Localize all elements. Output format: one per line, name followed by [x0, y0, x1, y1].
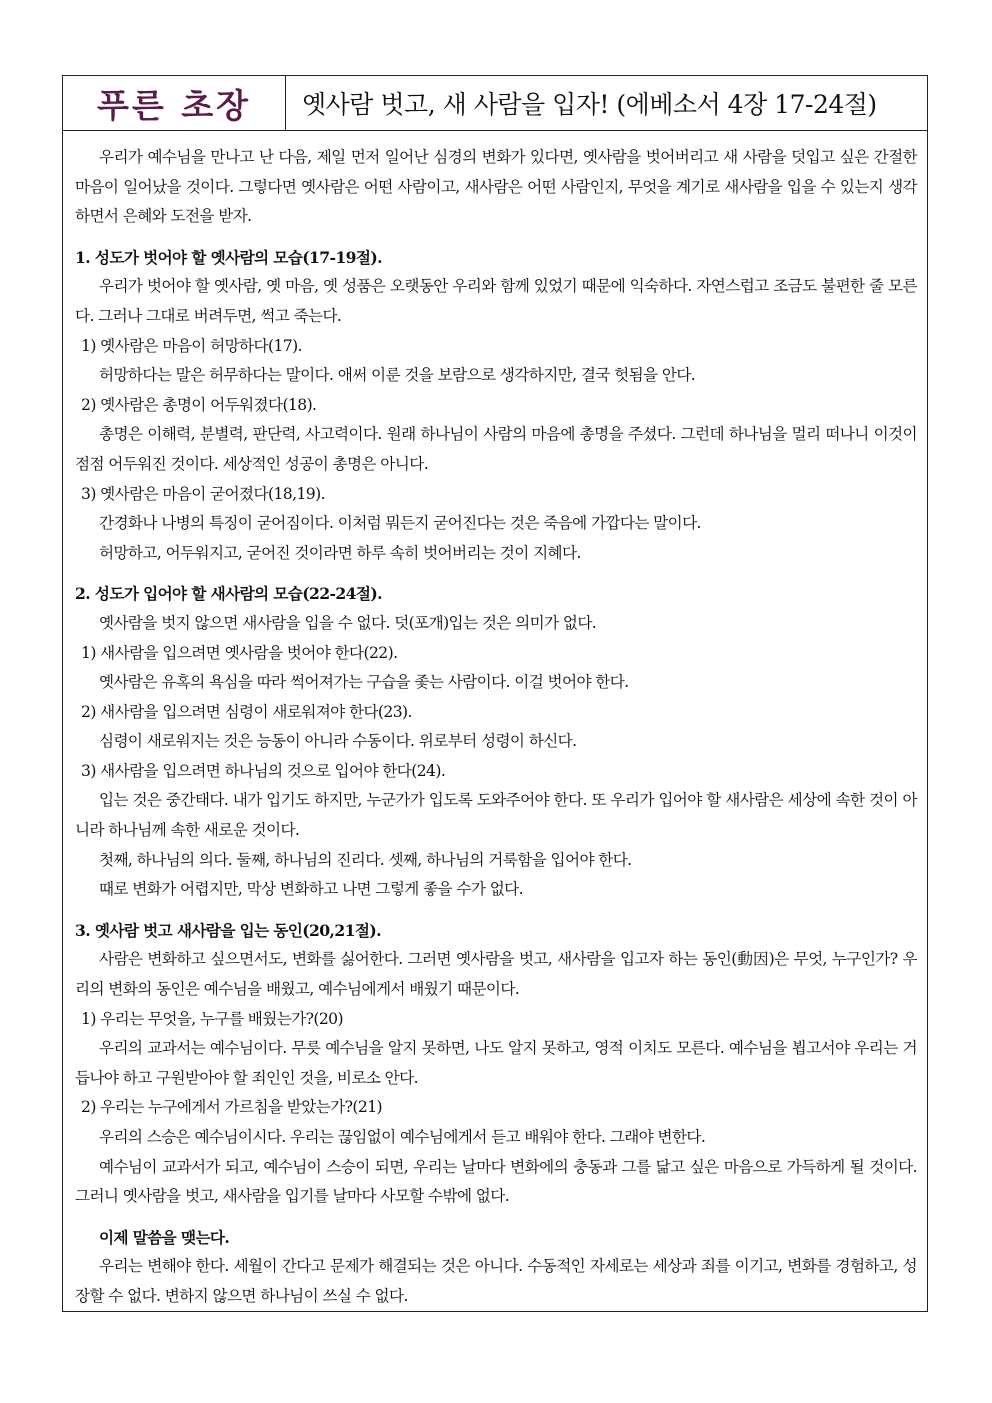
closing-body: 우리는 변해야 한다. 세월이 간다고 문제가 해결되는 것은 아니다. 수동적인 자세로는 세상과 죄를 이기고, 변화를 경험하고, 성장할 수 없다. 변하지 않으면 하나님이 쓰실 수 없다. — [75, 1257, 917, 1305]
closing-heading: 이제 말씀을 맺는다. — [99, 1227, 230, 1247]
sermon-body — [63, 131, 927, 1312]
section-1-intro: 우리가 벗어야 할 옛사람, 옛 마음, 옛 성품은 오랫동안 우리와 함께 있었기 때문에 익숙하다. 자연스럽고 조금도 불편한 줄 모른다. 그러나 그대로 버려두면, 썩고 죽는다. — [75, 277, 917, 325]
header — [63, 76, 927, 131]
section-3-intro: 사람은 변화하고 싶으면서도, 변화를 싫어한다. 그러면 옛사람을 벗고, 새사람을 입고자 하는 동인(動因)은 무엇, 누구인가? 우리의 변화의 동인은 예수님을 배웠고, 예수님에게서 배웠기 때문이다. — [75, 950, 917, 999]
section-2-point-2-body: 심령이 새로워지는 것은 능동이 아니라 수동이다. 위로부터 성령이 하신다. — [99, 732, 577, 751]
section-2-summary: 때로 변화가 어렵지만, 막상 변화하고 나면 그렇게 좋을 수가 없다. — [99, 880, 523, 899]
section-2-point-3-heading: 3) 새사람을 입으려면 하나님의 것으로 입어야 한다(24). — [81, 761, 446, 780]
section-1-point-3-heading: 3) 옛사람은 마음이 굳어졌다(18,19). — [81, 484, 325, 503]
section-3-heading: 3. 옛사람 벗고 새사람을 입는 동인(20,21절). — [75, 920, 381, 940]
bulletin-frame — [62, 75, 928, 1312]
section-3-point-1-body: 우리의 교과서는 예수님이다. 무릇 예수님을 알지 못하면, 나도 알지 못하고, 영적 이치도 모른다. 예수님을 뵙고서야 우리는 거듭나야 하고 구원받아야 할 죄인인 것을, 비로소 안다. — [75, 1039, 917, 1087]
section-2-point-1-body: 옛사람은 유혹의 욕심을 따라 썩어져가는 구습을 좇는 사람이다. 이걸 벗어야 한다. — [99, 673, 629, 692]
section-3-summary: 예수님이 교과서가 되고, 예수님이 스승이 되면, 우리는 날마다 변화에의 충동과 그를 닮고 싶은 마음으로 가득하게 될 것이다. 그러니 옛사람을 벗고, 새사람을 입기를 날마다 사모할 수밖에 없다. — [75, 1157, 917, 1206]
intro-paragraph: 우리가 예수님을 만나고 난 다음, 제일 먼저 일어난 심경의 변화가 있다면, 옛사람을 벗어버리고 새 사람을 덧입고 싶은 간절한 마음이 일어났을 것이다. 그렇다면 옛사람은 어떤 사람이고, 새사람은 어떤 사람인지, 무엇을 계기로 새사람을 입을 수 있는지 생각하면서 은혜와 도전을 받자. — [75, 148, 917, 226]
section-1-point-2-body: 총명은 이해력, 분별력, 판단력, 사고력이다. 원래 하나님이 사람의 마음에 총명을 주셨다. 그런데 하나님을 멀리 떠나니 이것이 점점 어두워진 것이다. 세상적인 성공이 총명은 아니다. — [75, 425, 917, 473]
section-2-point-1-heading: 1) 새사람을 입으려면 옛사람을 벗어야 한다(22). — [81, 643, 398, 662]
section-1-point-2-heading: 2) 옛사람은 총명이 어두워졌다(18). — [81, 395, 317, 414]
section-1-summary: 허망하고, 어두워지고, 굳어진 것이라면 하루 속히 벗어버리는 것이 지혜다. — [99, 543, 581, 562]
section-2-heading: 2. 성도가 입어야 할 새사람의 모습(22-24절). — [75, 584, 382, 604]
section-1-point-3-body: 간경화나 나병의 특징이 굳어짐이다. 이처럼 뭐든지 굳어진다는 것은 죽음에 가깝다는 말이다. — [99, 514, 701, 533]
section-3-point-2-body: 우리의 스승은 예수님이시다. 우리는 끊임없이 예수님에게서 듣고 배워야 한다. 그래야 변한다. — [99, 1128, 706, 1146]
section-3-point-2-heading: 2) 우리는 누구에게서 가르침을 받았는가?(21) — [81, 1098, 383, 1117]
brand-title: 푸른 초장 — [63, 76, 286, 130]
section-1-point-1-body: 허망하다는 말은 허무하다는 말이다. 애써 이룬 것을 보람으로 생각하지만, 결국 헛됨을 안다. — [99, 366, 696, 385]
section-2-list: 첫째, 하나님의 의다. 둘째, 하나님의 진리다. 셋째, 하나님의 거룩함을 입어야 한다. — [99, 850, 632, 869]
section-3-point-1-heading: 1) 우리는 무엇을, 누구를 배웠는가?(20) — [81, 1009, 343, 1028]
section-1-point-1-heading: 1) 옛사람은 마음이 허망하다(17). — [81, 336, 302, 355]
section-2-intro: 옛사람을 벗지 않으면 새사람을 입을 수 없다. 덧(포개)입는 것은 의미가 없다. — [99, 613, 597, 632]
section-2-point-2-heading: 2) 새사람을 입으려면 심령이 새로워져야 한다(23). — [81, 702, 412, 721]
sermon-title: 옛사람 벗고, 새 사람을 입자! (에베소서 4장 17-24절) — [302, 90, 877, 119]
section-1-heading: 1. 성도가 벗어야 할 옛사람의 모습(17-19절). — [75, 247, 382, 267]
section-2-point-3-body: 입는 것은 중간태다. 내가 입기도 하지만, 누군가가 입도록 도와주어야 한다. 또 우리가 입어야 할 새사람은 세상에 속한 것이 아니라 하나님께 속한 새로운 것이다. — [75, 791, 917, 840]
